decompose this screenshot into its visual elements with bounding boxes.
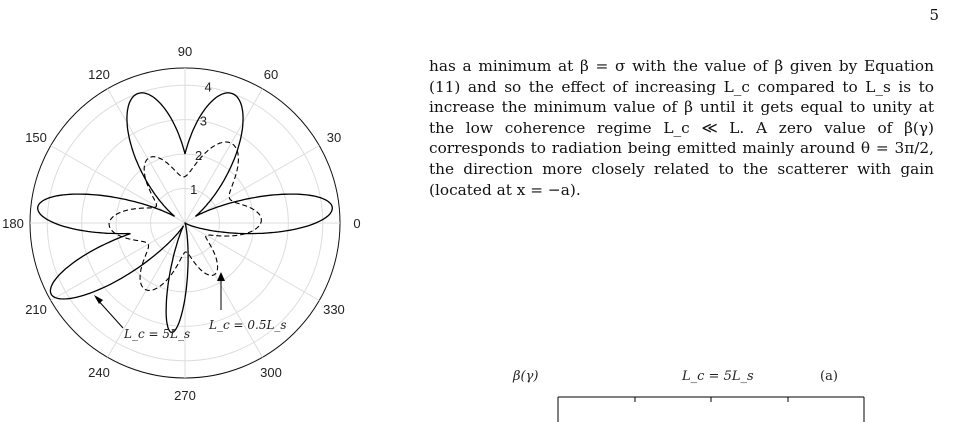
angle-label-300: 300 [260,364,282,380]
angle-label-30: 30 [326,130,342,145]
angle-label-0: 0 [353,216,361,231]
figure-a-panel: (a) [820,369,838,384]
radial-label-4: 4 [204,79,212,95]
page-number: 5 [929,6,939,24]
angle-label-240: 240 [88,364,110,380]
radial-label-3: 3 [199,113,207,129]
angle-label-150: 150 [25,130,47,145]
annotation-dashed-label: L_c = 0.5L_s [209,318,287,332]
angle-label-270: 270 [174,388,196,403]
angle-label-90: 90 [177,44,193,59]
angle-label-180: 180 [2,216,24,231]
figure-a-title: L_c = 5L_s [682,369,754,384]
radial-label-1: 1 [190,181,198,197]
figure-a-partial [505,360,905,422]
annotation-arrows [94,272,225,328]
angle-label-330: 330 [323,302,345,317]
polar-plot [0,40,380,410]
figure-a-ylabel: β(γ) [513,369,539,384]
radial-label-2: 2 [194,147,203,163]
angle-label-60: 60 [263,67,279,83]
angle-label-210: 210 [25,302,47,317]
body-paragraph: has a minimum at β = σ with the value of β given by Equation (11) and so the effect of increasing L_c compared to L_s is to increase the minimum value of β until it gets equal to unity at the low coherence regime L_c ≪ L. A zero value of β(γ) corresponds to radiation being emitted mainly around θ = 3π/2, the direction more closely related to the scatterer with gain (located at x = −a). [429,57,934,199]
angle-label-120: 120 [88,67,110,83]
annotation-solid-label: L_c = 5L_s [124,327,191,341]
